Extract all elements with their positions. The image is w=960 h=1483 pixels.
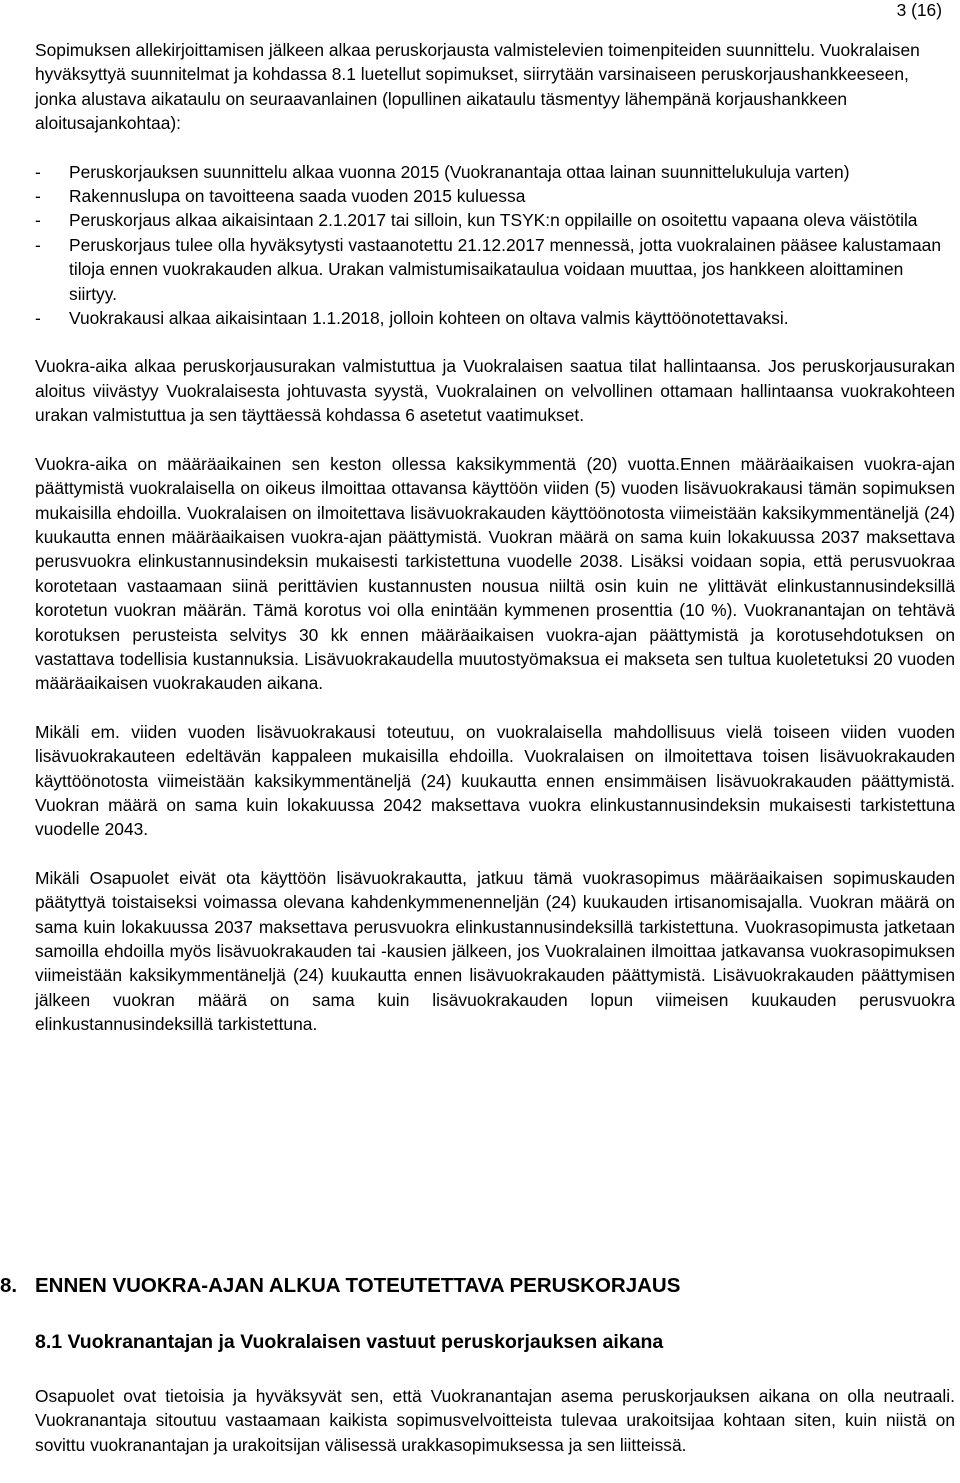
list-item: - Peruskorjauksen suunnittelu alkaa vuonna 2015 (Vuokranantaja ottaa lainan suunnittelukuluja varten) — [35, 160, 955, 184]
paragraph: Mikäli Osapuolet eivät ota käyttöön lisävuokrakautta, jatkuu tämä vuokrasopimus määräaikaisen sopimuskauden päätyttyä toistaiseksi voimassa olevana kahdenkymmenenneljän (24) kuukauden irtisanomisajalla. Vuokran määrä on sama kuin lokakuussa 2037 maksettava perusvuokra elinkustannusindeksillä tarkistettuna. Vuokrasopimusta jatketaan samoilla ehdoilla myös lisävuokrakauden tai -kausien jälkeen, jos Vuokralainen ilmoittaa jatkavansa vuokrasopimuksen viimeistään kaksikymmentäneljä (24) kuukautta ennen lisävuokrakauden päättymistä. Lisävuokrakauden päättymisen jälkeen vuokran määrä on sama kuin lisävuokrakauden lopun viimeisen kuukauden perusvuokra elinkustannusindeksillä tarkistettuna. — [35, 867, 955, 1035]
subsection-paragraph: Osapuolet ovat tietoisia ja hyväksyvät sen, että Vuokranantajan asema peruskorjauksen aikana on olla neutraali. Vuokranantaja sitoutuu vastaamaan kaikista sopimusvelvoitteista tulevaa urakoitsijaa kohtaan siten, kuin niistä on sovittu vuokranantajan ja urakoitsijan välisessä urakkasopimuksessa ja sen liitteissä. — [35, 1386, 955, 1455]
subsection-heading: 8.1 Vuokranantajan ja Vuokralaisen vastuut peruskorjauksen aikana — [35, 1331, 664, 1353]
paragraph: Mikäli em. viiden vuoden lisävuokrakausi toteutuu, on vuokralaisella mahdollisuus vielä toiseen viiden vuoden lisävuokrakauteen edeltävän kappaleen mukaisilla ehdoilla. Vuokralaisen on ilmoitettava toisen lisävuokrakauden käyttöönotosta viimeistään kaksikymmentäneljä (24) kuukautta ennen ensimmäisen lisävuokrakauden päättymistä. Vuokran määrä on sama kuin lokakuussa 2042 maksettava vuokra elinkustannusindeksin mukaisesti tarkistettuna vuodelle 2043. — [35, 721, 955, 840]
paragraph: Vuokra-aika alkaa peruskorjausurakan valmistuttua ja Vuokralaisen saatua tilat hallintaansa. Jos peruskorjausurakan aloitus viivästyy Vuokralaisesta johtuvasta syystä, Vuokralainen on velvollinen ottamaan hallintaansa vuokrakohteen urakan valmistuttua ja sen täyttäessä kohdassa 6 asetetut vaatimukset. — [35, 356, 955, 426]
page-number: 3 (16) — [896, 0, 942, 20]
section-title: ENNEN VUOKRA-AJAN ALKUA TOTEUTETTAVA PERUSKORJAUS — [35, 1274, 681, 1297]
paragraph: Vuokra-aika on määräaikainen sen keston ollessa kaksikymmentä (20) vuotta.Ennen määräaikaisen vuokra-ajan päättymistä vuokralaisella on oikeus ilmoittaa ottavansa käyttöön viiden (5) vuoden lisävuokrakausi tämän sopimuksen mukaisilla ehdoilla. Vuokralaisen on ilmoitettava lisävuokrakauden käyttöönotosta viimeistään kaksikymmentäneljä (24) kuukautta ennen määräaikaisen vuokra-ajan päättymistä. Vuokran määrä on sama kuin lokakuussa 2037 maksettava perusvuokra elinkustannusindeksin mukaisesti tarkistettuna vuodelle 2038. Lisäksi voidaan sopia, että perusvuokraa korotetaan vastaamaan siinä perittävien kustannusten nousua niiltä osin kuin ne ylittävät elinkustannusindeksillä korotetun vuokran määrän. Tämä korotus voi olla enintään kymmenen prosenttia (10 %). Vuokranantajan on tehtävä korotuksen perusteista selvitys 30 kk ennen määräaikaisen vuokra-ajan päättymistä ja korotusehdotuksen on vastattava todellisia kustannuksia. Lisävuokrakaudella muutostyömaksua ei makseta sen tultua kuoletetuksi 20 vuoden määräaikaisen vuokrakauden aikana. — [35, 453, 955, 694]
section-number: 8. — [0, 1274, 18, 1297]
list-item: - Peruskorjaus tulee olla hyväksytysti vastaanotettu 21.12.2017 mennessä, jotta vuokralainen pääsee kalustamaan tiloja ennen vuokrakauden alkua. Urakan valmistumisaikataulua voidaan muuttaa, jos hankkeen aloittaminen siirtyy. — [35, 233, 955, 306]
schedule-list — [35, 160, 955, 331]
list-item: - Peruskorjaus alkaa aikaisintaan 2.1.2017 tai silloin, kun TSYK:n oppilaille on osoitettu vapaana oleva väistötila — [35, 208, 955, 232]
document-body — [35, 38, 955, 1037]
intro-paragraph: Sopimuksen allekirjoittamisen jälkeen alkaa peruskorjausta valmistelevien toimenpiteiden suunnittelu. Vuokralaisen hyväksyttyä suunnitelmat ja kohdassa 8.1 luetellut sopimukset, siirrytään varsinaiseen peruskorjaushankkeeseen, jonka alustava aikataulu on seuraavanlainen (lopullinen aikataulu täsmentyy lähempänä korjaushankkeen aloitusajankohtaa): — [35, 40, 920, 134]
list-item: - Vuokrakausi alkaa aikaisintaan 1.1.2018, jolloin kohteen on oltava valmis käyttöönotettavaksi. — [35, 306, 955, 330]
list-item: - Rakennuslupa on tavoitteena saada vuoden 2015 kuluessa — [35, 184, 955, 208]
